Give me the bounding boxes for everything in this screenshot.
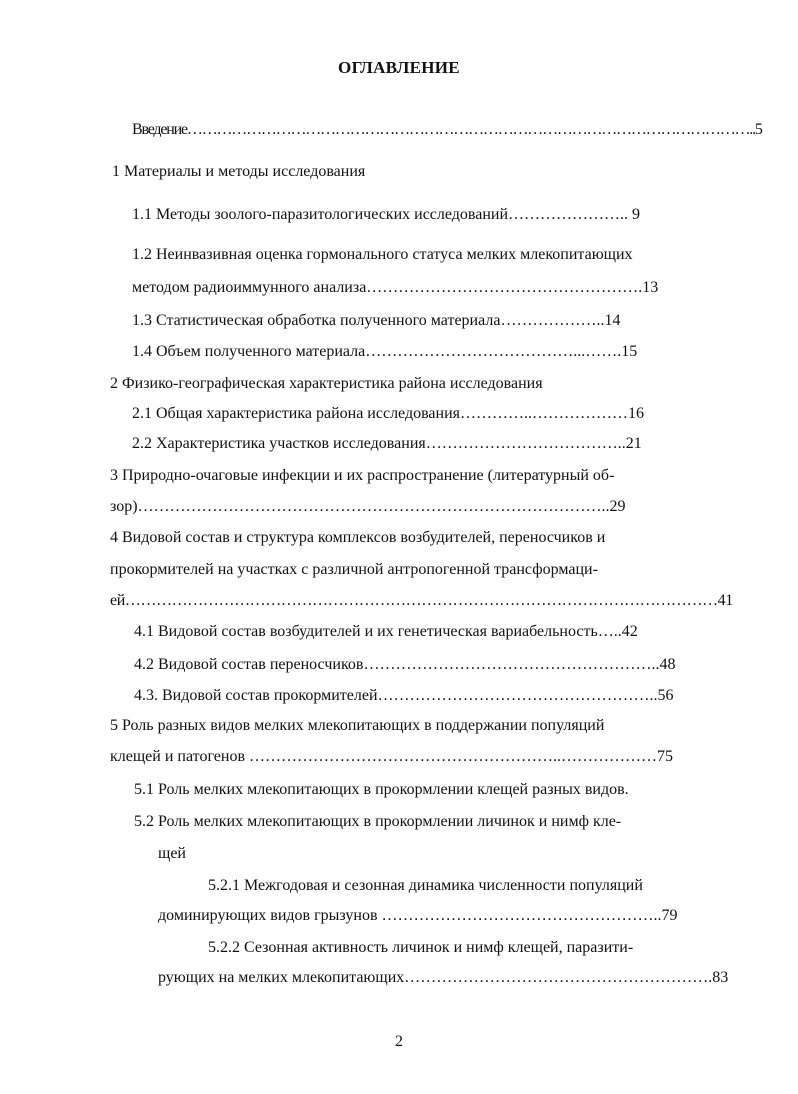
toc-entry-chapter-5-cont: клещей и патогенов …………………………………………………..………………75 xyxy=(110,748,674,765)
toc-entry-5-2: 5.2 Роль мелких млекопитающих в прокормлении личинок и нимф кле- xyxy=(134,813,622,830)
toc-entry-chapter-4: 4 Видовой состав и структура комплексов возбудителей, переносчиков и xyxy=(110,529,606,546)
toc-entry-chapter-4-cont: прокормителей на участках с различной антропогенной трансформаци- xyxy=(110,561,598,578)
toc-entry-5-2-cont: щей xyxy=(158,845,186,862)
toc-entry-chapter-5: 5 Роль разных видов мелких млекопитающих в поддержании популяций xyxy=(110,717,605,734)
toc-entry-4-2: 4.2 Видовой состав переносчиков………………………………………………..48 xyxy=(134,656,676,673)
toc-entry-chapter-2: 2 Физико-географическая характеристика района исследования xyxy=(110,375,543,392)
toc-entry-chapter-3-cont: зор)……………………………………………………………………………..29 xyxy=(110,498,626,515)
toc-entry-1-2-cont: методом радиоиммунного анализа…………………………………………….13 xyxy=(132,279,659,296)
toc-entry-chapter-1: 1 Материалы и методы исследования xyxy=(112,163,366,180)
toc-entry-5-2-2-cont: рующих на мелких млекопитающих………………………………………………….83 xyxy=(158,969,729,986)
toc-entry-5-2-1: 5.2.1 Межгодовая и сезонная динамика численности популяций xyxy=(208,877,643,894)
page-title: ОГЛАВЛЕНИЕ xyxy=(338,58,460,77)
toc-entry-1-4: 1.4 Объем полученного материала…………………………………...…….15 xyxy=(132,343,638,360)
toc-entry-5-2-2: 5.2.2 Сезонная активность личинок и нимф клещей, паразити- xyxy=(208,939,634,956)
toc-entry-1-2: 1.2 Неинвазивная оценка гормонального статуса мелких млекопитающих xyxy=(132,246,633,263)
toc-entry-introduction: Введение……………………………………………………………………………………………………..5 xyxy=(132,121,762,138)
toc-entry-1-1: 1.1 Методы зоолого-паразитологических исследований………………….. 9 xyxy=(132,206,641,223)
toc-entry-chapter-4-cont2: ей……………………………………………………………………………………………………41 xyxy=(110,592,733,609)
toc-entry-4-3: 4.3. Видовой состав прокормителей……………………………………………..56 xyxy=(134,687,674,704)
toc-entry-1-3: 1.3 Статистическая обработка полученного материала………………..14 xyxy=(132,312,621,329)
toc-entry-2-1: 2.1 Общая характеристика района исследования…………..………………16 xyxy=(132,405,645,422)
toc-entry-2-2: 2.2 Характеристика участков исследования………………………………..21 xyxy=(132,435,642,452)
toc-entry-5-2-1-cont: доминирующих видов грызунов ……………………………………………..79 xyxy=(158,907,678,924)
page-number: 2 xyxy=(395,1033,403,1050)
toc-entry-chapter-3: 3 Природно-очаговые инфекции и их распространение (литературный об- xyxy=(110,467,615,484)
toc-entry-4-1: 4.1 Видовой состав возбудителей и их генетическая вариабельность…..42 xyxy=(134,623,638,640)
toc-entry-5-1: 5.1 Роль мелких млекопитающих в прокормлении клещей разных видов. xyxy=(134,781,629,798)
